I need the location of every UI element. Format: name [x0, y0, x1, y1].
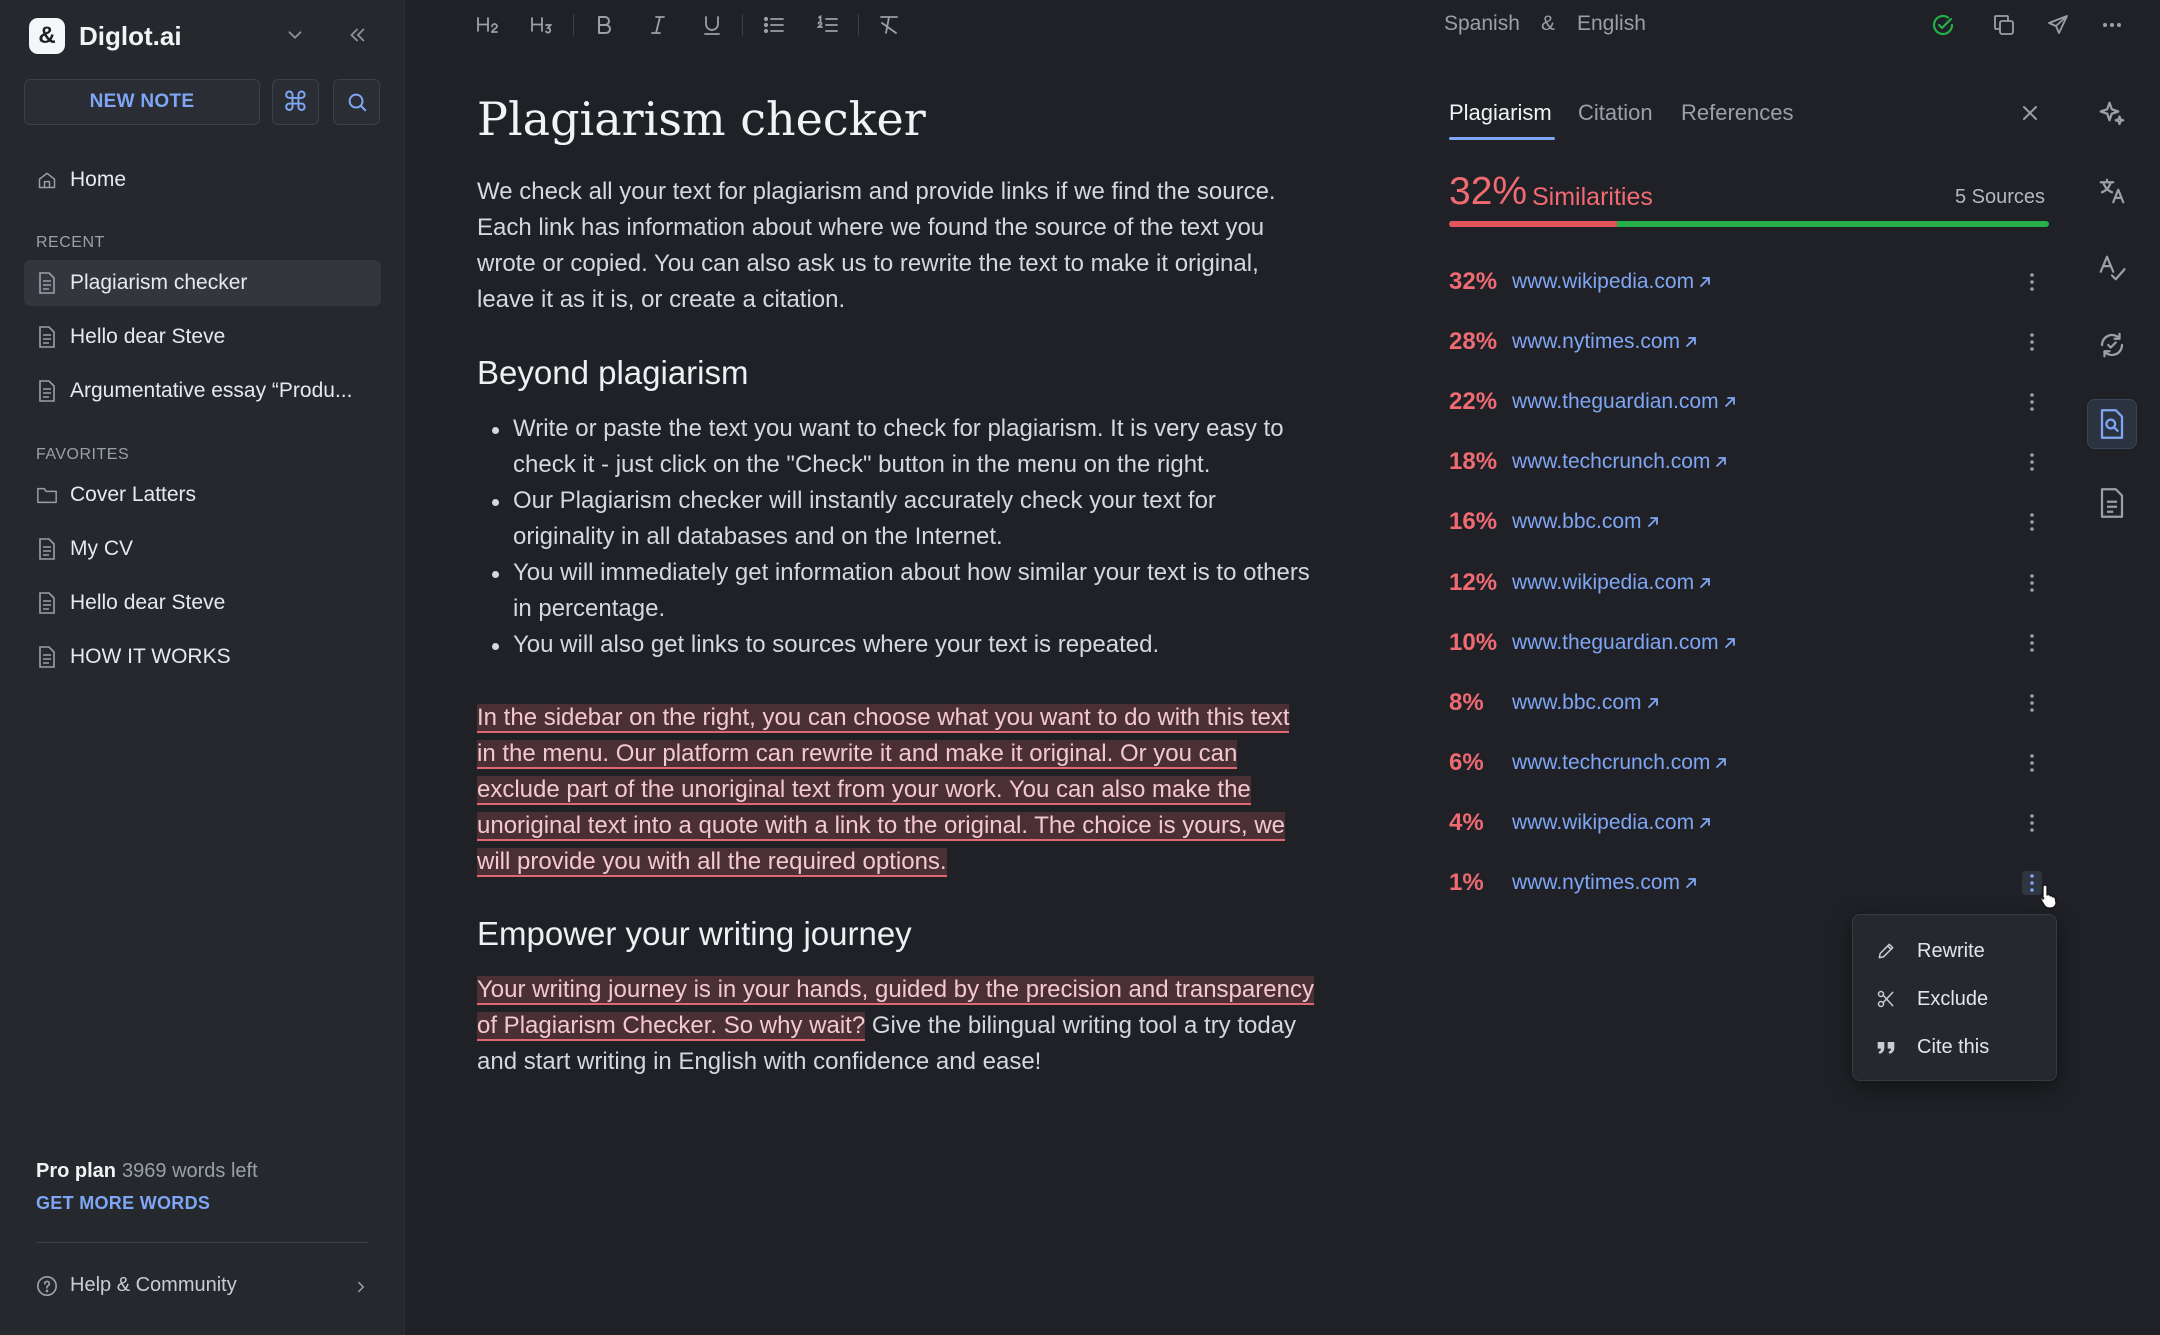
favorites-section-label: FAVORITES — [36, 446, 130, 463]
collapse-sidebar-icon[interactable] — [346, 24, 368, 46]
menu-item-exclude[interactable] — [1875, 983, 1988, 1015]
divider — [36, 1242, 369, 1243]
source-url: www.techcrunch.com — [1512, 750, 1711, 774]
underline-icon[interactable] — [697, 10, 727, 40]
menu-item-rewrite[interactable] — [1875, 935, 1985, 967]
source-url: www.bbc.com — [1512, 690, 1642, 714]
menu-item-cite-this[interactable] — [1875, 1031, 1989, 1063]
app-name: Diglot.ai — [79, 20, 182, 51]
quote-icon — [1875, 1038, 1897, 1056]
external-link-icon — [1646, 696, 1660, 710]
sidebar-item-hello-dear-steve[interactable] — [24, 314, 381, 360]
translate-icon[interactable] — [2087, 166, 2137, 216]
more-vertical-icon[interactable] — [2022, 751, 2042, 775]
source-row[interactable] — [1449, 743, 2049, 783]
source-row[interactable] — [1449, 563, 2049, 603]
source-percent: 6% — [1449, 748, 1484, 776]
sidebar-item-label: Hello dear Steve — [70, 591, 226, 614]
source-row[interactable] — [1449, 322, 2049, 362]
toolbar-divider — [742, 14, 743, 36]
text-line: in percentage. — [513, 595, 666, 622]
text-line: Our Plagiarism checker will instantly accurately check your text for — [513, 487, 1216, 514]
source-link[interactable] — [1512, 330, 1698, 354]
more-vertical-icon[interactable] — [2022, 330, 2042, 354]
section-heading[interactable]: Beyond plagiarism — [477, 354, 749, 391]
recent-section-label: RECENT — [36, 234, 105, 251]
sidebar-item-home[interactable] — [24, 157, 381, 203]
external-link-icon — [1723, 636, 1737, 650]
plagiarism-icon[interactable] — [2087, 399, 2137, 449]
document-icon — [36, 538, 58, 560]
source-url: www.techcrunch.com — [1512, 450, 1711, 474]
more-vertical-icon[interactable] — [2022, 270, 2042, 294]
external-link-icon — [1684, 335, 1698, 349]
source-link[interactable] — [1512, 631, 1737, 655]
text-line: Write or paste the text you want to check for plagiarism. It is very easy to — [513, 415, 1284, 442]
source-row[interactable] — [1449, 442, 2049, 482]
source-url: www.theguardian.com — [1512, 630, 1719, 654]
source-link[interactable] — [1512, 751, 1728, 775]
source-link[interactable] — [1512, 390, 1737, 414]
chevron-right-icon[interactable] — [352, 1278, 370, 1296]
text-line: Each link has information about where we found the source of the text you — [477, 214, 1265, 241]
folder-icon — [36, 485, 58, 505]
source-row[interactable] — [1449, 262, 2049, 302]
document-icon — [36, 380, 58, 402]
source-percent: 1% — [1449, 869, 1484, 896]
closing-paragraph[interactable] — [477, 972, 1314, 1080]
bold-icon[interactable] — [589, 10, 619, 40]
menu-item-label: Cite this — [1917, 1035, 1990, 1058]
sidebar-item-my-cv[interactable] — [24, 526, 381, 572]
tab-references[interactable]: References — [1681, 100, 1794, 125]
active-tab-indicator — [1449, 137, 1555, 140]
source-url: www.theguardian.com — [1512, 390, 1719, 414]
more-vertical-icon[interactable] — [2022, 390, 2042, 414]
document-icon — [36, 646, 58, 668]
text-line: leave it as it is, or create a citation. — [477, 286, 846, 313]
search-button[interactable] — [333, 79, 380, 125]
source-row[interactable] — [1449, 623, 2049, 663]
source-percent: 18% — [1449, 448, 1498, 476]
document-icon[interactable] — [2087, 478, 2137, 528]
source-url: www.bbc.com — [1512, 510, 1642, 534]
more-vertical-icon[interactable] — [2022, 691, 2042, 715]
app-logo-icon: & — [29, 18, 65, 54]
language-to[interactable]: English — [1577, 12, 1646, 35]
plagiarism-highlight[interactable]: of Plagiarism Checker. So why wait? — [477, 1012, 866, 1039]
source-link[interactable] — [1512, 450, 1728, 474]
language-ampersand: & — [1541, 12, 1556, 35]
source-percent: 10% — [1449, 628, 1498, 656]
source-percent: 4% — [1449, 808, 1484, 836]
source-url: www.wikipedia.com — [1512, 810, 1695, 834]
section-heading[interactable]: Empower your writing journey — [477, 915, 912, 952]
external-link-icon — [1714, 455, 1728, 469]
toolbar-divider — [858, 14, 859, 36]
source-url: www.wikipedia.com — [1512, 270, 1695, 293]
sidebar — [0, 0, 405, 1335]
plan-title: Pro plan — [36, 1160, 117, 1182]
sidebar-item-label: Hello dear Steve — [70, 325, 226, 348]
source-url: www.nytimes.com — [1512, 330, 1681, 354]
source-percent: 32% — [1449, 268, 1498, 295]
words-left: 3969 words left — [122, 1160, 258, 1182]
source-link[interactable] — [1512, 270, 1712, 294]
external-link-icon — [1646, 515, 1660, 529]
source-url: www.wikipedia.com — [1512, 570, 1695, 594]
plagiarism-highlight[interactable]: in the menu. Our platform can rewrite it and make it original. Or you can — [477, 740, 1238, 767]
tab-citation[interactable]: Citation — [1578, 100, 1653, 125]
brand[interactable] — [29, 18, 182, 54]
source-link[interactable] — [1512, 811, 1712, 835]
plan-info — [36, 1160, 258, 1183]
external-link-icon — [1698, 816, 1712, 830]
external-link-icon — [1698, 576, 1712, 590]
similarity-percent: 32% — [1449, 170, 1528, 213]
external-link-icon — [1723, 395, 1737, 409]
external-link-icon — [1684, 876, 1698, 890]
command-button[interactable] — [272, 79, 319, 125]
document-icon — [36, 272, 58, 294]
source-percent: 28% — [1449, 328, 1498, 356]
similarity-label: Similarities — [1532, 183, 1653, 211]
similarity-bar-fill — [1449, 221, 1617, 227]
source-link[interactable] — [1512, 871, 1698, 895]
menu-item-label: Exclude — [1917, 987, 1989, 1010]
home-icon — [36, 170, 58, 190]
toolbar-divider — [573, 14, 574, 36]
source-actions-menu — [1852, 914, 2057, 1081]
more-vertical-icon[interactable] — [2022, 510, 2042, 534]
more-vertical-icon[interactable] — [2022, 571, 2042, 595]
highlighted-paragraph[interactable] — [477, 700, 1289, 880]
list-item — [513, 627, 1373, 663]
list-item — [513, 555, 1373, 627]
heading-3-icon[interactable] — [528, 10, 558, 40]
numbered-list-icon[interactable] — [813, 10, 843, 40]
close-icon[interactable] — [2018, 101, 2042, 125]
more-vertical-icon[interactable] — [2022, 811, 2042, 835]
source-row[interactable] — [1449, 863, 2049, 903]
text-line: originality in all databases and on the Internet. — [513, 523, 1003, 550]
tab-plagiarism[interactable]: Plagiarism — [1449, 100, 1552, 125]
clear-format-icon[interactable] — [874, 10, 904, 40]
document-icon — [36, 326, 58, 348]
plagiarism-highlight[interactable]: exclude part of the unoriginal text from your work. You can also make the — [477, 776, 1251, 803]
source-link[interactable] — [1512, 571, 1712, 595]
source-url: www.nytimes.com — [1512, 871, 1681, 894]
source-percent: 8% — [1449, 688, 1484, 716]
more-vertical-icon[interactable] — [2022, 631, 2042, 655]
chevron-down-icon[interactable] — [284, 24, 306, 46]
sidebar-item-cover-latters[interactable] — [24, 472, 381, 518]
scissors-icon — [1875, 989, 1897, 1009]
source-percent: 22% — [1449, 388, 1498, 416]
text-line: and start writing in English with confidence and ease! — [477, 1048, 1042, 1075]
heading-2-icon[interactable] — [474, 10, 504, 40]
sidebar-item-argumentative-essay[interactable] — [24, 368, 381, 414]
sparkles-icon[interactable] — [2087, 89, 2137, 139]
send-icon[interactable] — [2043, 10, 2073, 40]
new-note-button[interactable]: NEW NOTE — [24, 79, 260, 125]
sidebar-item-label: Home — [70, 168, 127, 191]
sidebar-item-label: Argumentative essay “Produ... — [70, 379, 353, 402]
source-percent: 16% — [1449, 508, 1498, 536]
plagiarism-highlight[interactable]: Your writing journey is in your hands, guided by the precision and transparency — [477, 976, 1314, 1003]
rewrite-icon[interactable] — [2087, 320, 2137, 370]
page-title[interactable]: Plagiarism checker — [477, 92, 926, 146]
source-percent: 12% — [1449, 568, 1498, 596]
search-icon — [346, 91, 368, 113]
intro-paragraph[interactable] — [477, 174, 1276, 318]
text-fragment: Give the bilingual writing tool a try today — [865, 1012, 1297, 1039]
pencil-icon — [1875, 941, 1897, 961]
get-more-words-link[interactable]: GET MORE WORDS — [36, 1193, 211, 1213]
spellcheck-icon[interactable] — [2087, 243, 2137, 293]
source-link[interactable] — [1512, 510, 1660, 534]
command-icon: ⌘ — [282, 86, 309, 117]
source-row[interactable] — [1449, 382, 2049, 422]
source-row[interactable] — [1449, 803, 2049, 843]
external-link-icon — [1698, 275, 1712, 289]
document-icon — [36, 592, 58, 614]
language-from[interactable]: Spanish — [1444, 12, 1520, 35]
text-line: wrote or copied. You can also ask us to rewrite the text to make it original, — [477, 250, 1259, 277]
sidebar-item-label: HOW IT WORKS — [70, 645, 231, 668]
list-item — [513, 483, 1373, 555]
source-link[interactable] — [1512, 691, 1660, 715]
check-circle-icon[interactable] — [1928, 10, 1958, 40]
sources-count: 5 Sources — [1955, 186, 2046, 208]
bullet-list-icon[interactable] — [759, 10, 789, 40]
plagiarism-highlight[interactable]: unoriginal text into a quote with a link to the original. The choice is yours, we — [477, 812, 1286, 839]
plagiarism-highlight[interactable]: will provide you with all the required options. — [477, 848, 947, 875]
menu-item-label: Rewrite — [1917, 939, 1985, 962]
source-row[interactable] — [1449, 683, 2049, 723]
copy-icon[interactable] — [1989, 10, 2019, 40]
help-circle-icon — [36, 1275, 58, 1297]
more-horizontal-icon[interactable] — [2097, 10, 2127, 40]
sidebar-item-plagiarism-checker[interactable] — [24, 260, 381, 306]
external-link-icon — [1714, 756, 1728, 770]
sidebar-item-label: My CV — [70, 537, 133, 560]
help-community-link[interactable] — [36, 1274, 237, 1297]
sidebar-item-how-it-works[interactable] — [24, 634, 381, 680]
help-label: Help & Community — [70, 1274, 237, 1296]
sidebar-item-label: Plagiarism checker — [70, 271, 248, 294]
mouse-cursor-icon — [2038, 883, 2060, 909]
text-line: You will immediately get information about how similar your text is to others — [513, 559, 1310, 586]
sidebar-item-hello-dear-steve-fav[interactable] — [24, 580, 381, 626]
text-line: You will also get links to sources where your text is repeated. — [513, 631, 1160, 658]
more-vertical-icon[interactable] — [2022, 450, 2042, 474]
italic-icon[interactable] — [643, 10, 673, 40]
sidebar-item-label: Cover Latters — [70, 483, 197, 506]
text-line: check it - just click on the "Check" button in the menu on the right. — [513, 451, 1211, 478]
text-line: We check all your text for plagiarism and provide links if we find the source. — [477, 178, 1276, 205]
similarity-bar — [1449, 221, 2049, 227]
list-item — [513, 411, 1373, 483]
source-row[interactable] — [1449, 502, 2049, 542]
plagiarism-highlight[interactable]: In the sidebar on the right, you can choose what you want to do with this text — [477, 704, 1290, 731]
